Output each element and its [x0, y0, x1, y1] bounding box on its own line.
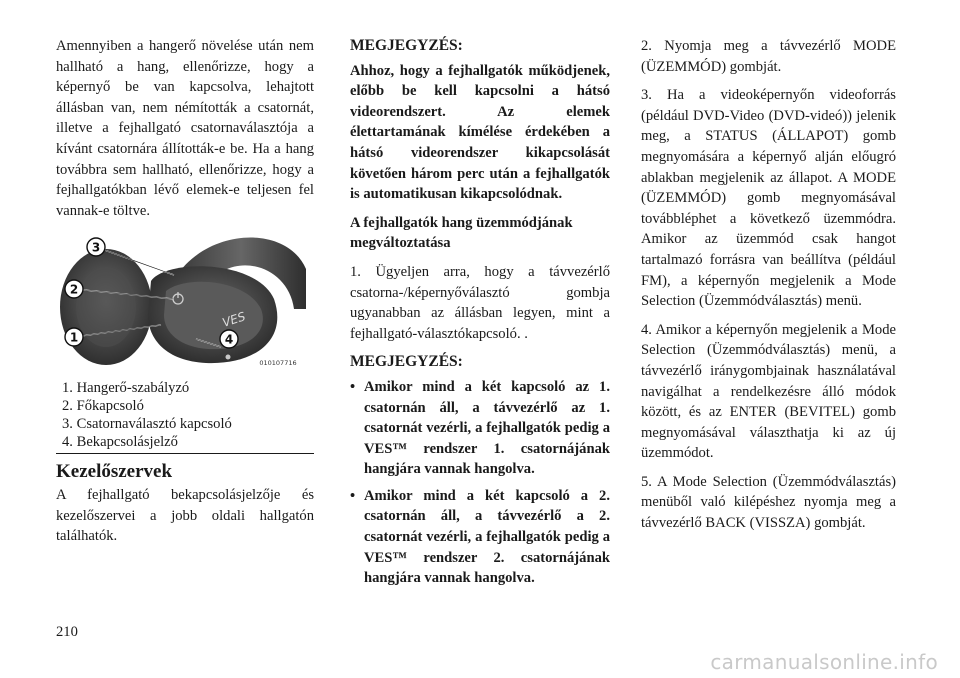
step-paragraph: 3. Ha a videoképernyőn videoforrás (például DVD-Video (DVD-videó)) jelenik meg, a STATUS (ÁLLAPOT) gomb megnyomására a képernyő alján előugró ablakban megjelenik az állapot. A MODE (ÜZEMMÓD) gomb megnyomásával továbbléphet a következő üzemmódra. Amikor az üzemmód csak hangot tartalmazó forrásra van beállítva (például FM), a képernyőn megjelenik a Mode Selection (Üzemmódválasztás) menü. [641, 87, 896, 310]
page-number: 210 [56, 624, 78, 640]
svg-text:3: 3 [91, 240, 101, 255]
callout-4 [220, 330, 238, 348]
step-paragraph: 1. Ügyeljen arra, hogy a távvezérlő csatorna-/képernyőválasztó gombja ugyanabban az állásban legyen, mint a fejhallgató-választókapcsoló. . [350, 263, 610, 342]
callout-2 [65, 280, 83, 298]
figure-code: 010107716 [259, 359, 297, 368]
headphones-illustration [56, 229, 314, 369]
divider [56, 453, 314, 454]
subheading: A fejhallgatók hang üzemmódjának megváltoztatása [350, 214, 573, 252]
step-paragraph: 4. Amikor a képernyőn megjelenik a Mode Selection (Üzemmódválasztás) menü, a távvezérlő iránygombjainak használatával navigálhat a rendelkezésre álló módok között, és az ENTER (BEVITEL) gomb megnyomásával választhatja ki az új üzemmódot. [641, 321, 896, 462]
watermark: carmanualsonline.info [710, 650, 938, 674]
callout-legend [62, 379, 314, 451]
callout-legend-item: 2. Főkapcsoló [62, 398, 144, 415]
note-list-item: • Amikor mind a két kapcsoló a 2. csatornán áll, a távvezérlő a 2. csatornát vezérli, a fejhallgatók pedig a VES™ rendszer 2. csatornájának hangjára vannak hangolva. [350, 486, 610, 589]
callout-legend-item: 4. Bekapcsolásjelző [62, 434, 178, 451]
callout-1 [65, 328, 83, 346]
ves-logo: VES [220, 309, 248, 331]
callout-legend-item: 1. Hangerő-szabályzó [62, 380, 190, 397]
callout-3 [87, 238, 105, 256]
svg-text:4: 4 [224, 332, 234, 347]
indicator-light [226, 355, 231, 360]
column-right [641, 36, 896, 542]
column-middle [350, 36, 610, 595]
section-paragraph: A fejhallgató bekapcsolásjelzője és kezelőszervei a jobb oldali hallgatón találhatók. [56, 486, 314, 545]
note-list [350, 377, 610, 589]
headphones-figure [56, 229, 314, 369]
column-left [56, 36, 314, 555]
svg-text:1: 1 [69, 330, 79, 345]
note-paragraph: Ahhoz, hogy a fejhallgatók működjenek, előbb be kell kapcsolni a hátsó videorendszert. Az elemek élettartamának kímélése érdekében a hátsó videorendszer kikapcsolását követően három perc után a fejhallgatók is automatikusan kikapcsolódnak. [350, 62, 610, 203]
note-heading: MEGJEGYZÉS: [350, 353, 463, 371]
step-paragraph: 5. A Mode Selection (Üzemmódválasztás) menüből való kilépéshez nyomja meg a távvezérlő BACK (VISSZA) gombját. [641, 473, 896, 532]
svg-text:2: 2 [69, 282, 79, 297]
section-title: Kezelőszervek [56, 461, 173, 483]
step-paragraph: 2. Nyomja meg a távvezérlő MODE (ÜZEMMÓD) gombját. [641, 38, 896, 75]
note-heading: MEGJEGYZÉS: [350, 37, 463, 54]
note-list-item: • Amikor mind a két kapcsoló az 1. csatornán áll, a távvezérlő az 1. csatornát vezérli, a fejhallgatók pedig a VES™ rendszer 1. csatornájának hangjára vannak hangolva. [350, 377, 610, 480]
intro-paragraph: Amennyiben a hangerő növelése után nem hallható a hang, ellenőrizze, hogy a képernyő be van kapcsolva, lehajtott állásban van, nem némították a csatornát, illetve a fejhallgató csatornaválasztója a kívánt csatornára állították-e be. Ha a hang továbbra sem hallható, ellenőrizze, hogy a fejhallgatókban lévő elemek-e teljesen fel vannak-e töltve. [56, 38, 314, 219]
callout-legend-item: 3. Csatornaválasztó kapcsoló [62, 416, 232, 433]
